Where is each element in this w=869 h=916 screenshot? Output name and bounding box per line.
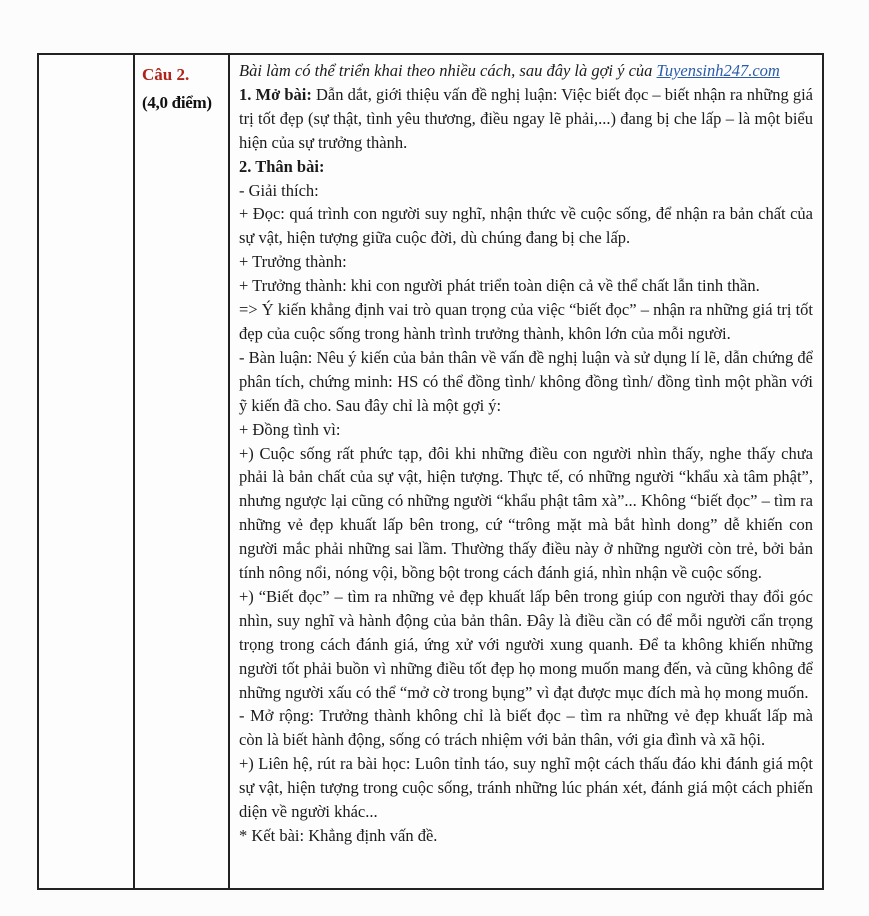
question-points: (4,0 điểm) (142, 93, 212, 112)
answer-paragraph-mo-rong (239, 704, 813, 752)
intro-line (239, 59, 813, 83)
answer-paragraph-ban-luan (239, 346, 813, 418)
answer-paragraph-mo-bai (239, 83, 813, 155)
intro-text: Bài làm có thể triển khai theo nhiều cách, sau đây là gợi ý của (239, 61, 657, 80)
empty-margin-cell (39, 55, 135, 888)
paragraph-text: * Kết bài: Khẳng định vấn đề. (239, 826, 438, 845)
paragraph-text: +) “Biết đọc” – tìm ra những vẻ đẹp khuất lấp bên trong giúp con người thay đổi góc nhìn, suy nghĩ và hành động của bản thân. Đây là điều cần có để mỗi người cẩn trọng trọng trong cách đánh giá, ứng xử với người xung quanh. Để ta không khiến những người tốt phải buồn vì những điều tốt đẹp họ mong muốn mang đến, và cũng không để những người xấu có thể “mở cờ trong bụng” vì đạt được mục đích mà họ mong muốn. (239, 586, 813, 702)
answer-paragraph-lien-he (239, 752, 813, 824)
question-cell (135, 55, 230, 888)
paragraph-text: Dẫn dắt, giới thiệu vấn đề nghị luận: Việc biết đọc – biết nhận ra những giá trị tốt đẹp (sự thật, tình yêu thương, điều ngay lẽ phải,...) đang bị che lấp – là một biểu hiện của sự trưởng thành. (239, 84, 814, 152)
answer-paragraph-ket-bai (239, 824, 813, 848)
answer-paragraph-truong-thanh-2 (239, 274, 813, 298)
paragraph-text: + Trưởng thành: (239, 252, 347, 272)
answer-paragraph-cuoc-song (239, 442, 813, 585)
paragraph-text: + Trưởng thành: khi con người phát triển toàn diện cả về thể chất lẫn tinh thần. (239, 276, 760, 296)
paragraph-lead-bold: 2. Thân bài: (239, 156, 325, 176)
answer-cell (230, 55, 822, 888)
paragraph-lead-bold: 1. Mở bài: (239, 84, 312, 104)
paragraph-text: - Giải thích: (239, 180, 319, 200)
answer-paragraph-truong-thanh-1 (239, 250, 813, 274)
answer-paragraph-doc (239, 202, 813, 250)
paragraph-text: + Đồng tình vì: (239, 419, 341, 439)
answer-paragraph-dong-tinh (239, 418, 813, 442)
question-number: Câu 2. (142, 65, 190, 84)
paragraph-text: + Đọc: quá trình con người suy nghĩ, nhận thức về cuộc sống, để nhận ra bản chất của sự vật, hiện tượng giữa cuộc đời, dù chúng đang bị che lấp. (239, 204, 813, 248)
answer-key-table (37, 53, 824, 890)
paragraph-text: => Ý kiến khẳng định vai trò quan trọng của việc “biết đọc” – nhận ra những giá trị tốt đẹp của cuộc sống trong hành trình trưởng thành, khôn lớn của mỗi người. (239, 300, 813, 343)
answer-paragraph-giai-thich (239, 179, 813, 203)
paragraph-text: - Bàn luận: Nêu ý kiến của bản thân về vấn đề nghị luận và sử dụng lí lẽ, dẫn chứng để phân tích, chứng minh: HS có thể đồng tình/ không đồng tình/ đồng tình một phần với ỹ kiến đã cho. Sau đây chỉ là một gợi ý: (239, 347, 813, 415)
answer-paragraph-y-kien (239, 298, 813, 346)
paragraph-text: +) Cuộc sống rất phức tạp, đôi khi những điều con người nhìn thấy, nghe thấy chưa phải là bản chất của sự vật, hiện tượng. Thực tế, có những người “khẩu xà tâm phật”, nhưng ngược lại cũng có những người “khẩu phật tâm xà”... Không “biết đọc” – tìm ra những vẻ đẹp khuất lấp bên trong, cứ “trông mặt mà bắt hình dong” dễ khiến con người mắc phải những sai lầm. Thường thấy điều này ở những người còn trẻ, bởi bản tính nông nổi, nóng vội, bồng bột trong cách đánh giá, nhìn nhận về cuộc sống. (239, 443, 813, 583)
answer-paragraph-than-bai (239, 155, 813, 179)
paragraph-text: +) Liên hệ, rút ra bài học: Luôn tỉnh táo, suy nghĩ một cách thấu đáo khi đánh giá một sự vật, hiện tượng trong cuộc sống, tránh những lúc phán xét, đánh giá một cách phiến diện về người khác... (239, 754, 813, 822)
paragraph-text: - Mở rộng: Trưởng thành không chỉ là biết đọc – tìm ra những vẻ đẹp khuất lấp mà còn là biết hành động, sống có trách nhiệm với bản thân, với gia đình và xã hội. (239, 706, 813, 750)
tuyensinh247-link[interactable]: Tuyensinh247.com (656, 61, 780, 80)
answer-paragraph-biet-doc (239, 585, 813, 705)
